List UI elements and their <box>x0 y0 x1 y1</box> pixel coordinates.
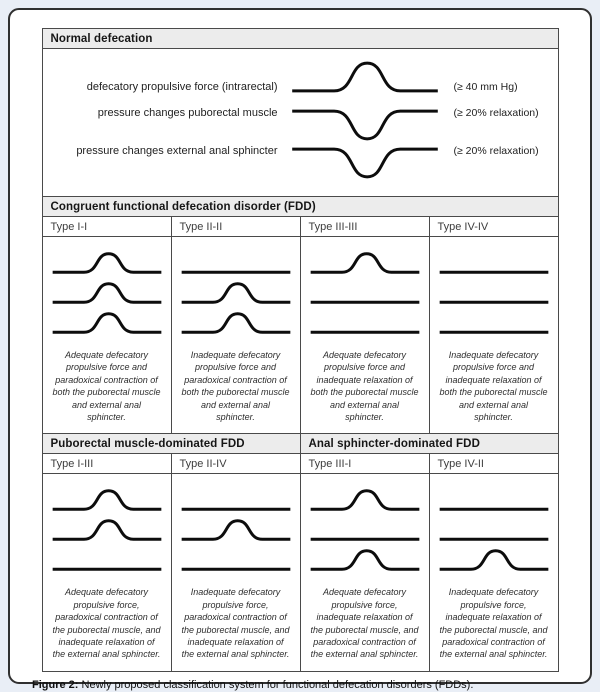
waveform-flat <box>51 548 163 572</box>
waveform-flat <box>438 488 550 512</box>
row-annotation: (≥ 20% relaxation) <box>453 145 539 157</box>
waveform-dip <box>290 107 440 143</box>
waveform-bump <box>51 251 163 275</box>
type-label: Type IV-II <box>430 454 558 474</box>
section-header-congruent: Congruent functional defecation disorder (FDD) <box>43 197 558 217</box>
section-header-normal: Normal defecation <box>43 29 558 49</box>
waveform-bump <box>180 281 292 305</box>
waveform-bump <box>290 59 440 95</box>
type-label: Type II-II <box>172 217 300 237</box>
row-label: defecatory propulsive force (intrarectal) <box>86 81 278 93</box>
figure-caption-label: Figure 2: <box>32 678 79 691</box>
waveform-bump <box>309 251 421 275</box>
normal-row-puborectal-muscle <box>43 107 558 143</box>
type-cell-I-I <box>43 217 172 433</box>
section-anal-sphincter-dominated-fdd <box>300 433 559 671</box>
type-description: Adequate defecatory propulsive force and inadequate relaxation of both the puborectal muscle and external anal sphincter. <box>310 350 419 423</box>
waveform-area <box>430 237 558 341</box>
waveform-area <box>301 237 429 341</box>
waveform-flat <box>309 281 421 305</box>
row-annotation: (≥ 20% relaxation) <box>453 107 539 119</box>
type-description: Inadequate defecatory propulsive force and inadequate relaxation of both the puborectal muscle and external anal sphincter. <box>439 350 548 423</box>
waveform-area <box>290 145 440 181</box>
section-congruent-fdd <box>42 196 559 434</box>
normal-section-body <box>43 49 558 196</box>
waveform-flat <box>438 518 550 542</box>
waveform-area <box>43 474 171 578</box>
anal-sphincter-type-grid <box>301 454 558 670</box>
type-cell-III-I <box>301 454 430 670</box>
normal-row-external-anal-sphincter <box>43 145 558 181</box>
waveform-bump <box>51 518 163 542</box>
classification-table <box>42 28 559 672</box>
waveform-flat <box>309 518 421 542</box>
waveform-bump <box>51 281 163 305</box>
type-label: Type III-I <box>301 454 429 474</box>
type-label: Type III-III <box>301 217 429 237</box>
type-description: Adequate defecatory propulsive force, inadequate relaxation of the puborectal muscle, and paradoxical contraction of the external anal sphincter. <box>310 587 419 660</box>
waveform-flat <box>180 488 292 512</box>
type-label: Type I-III <box>43 454 171 474</box>
waveform-area <box>301 474 429 578</box>
waveform-flat <box>180 548 292 572</box>
row-label: pressure changes external anal sphincter <box>76 145 278 157</box>
waveform-flat <box>309 311 421 335</box>
waveform-area <box>43 237 171 341</box>
type-description: Adequate defecatory propulsive force, paradoxical contraction of the puborectal muscle, and inadequate relaxation of the external anal sphincter. <box>52 587 161 660</box>
type-label: Type I-I <box>43 217 171 237</box>
waveform-area <box>290 59 440 95</box>
type-cell-II-IV <box>172 454 300 670</box>
type-description: Inadequate defecatory propulsive force and paradoxical contraction of both the puborectal muscle and external anal sphincter. <box>181 350 290 423</box>
row-label: pressure changes puborectal muscle <box>97 107 278 119</box>
figure-panel <box>8 8 592 691</box>
waveform-bump <box>438 548 550 572</box>
waveform-flat <box>438 251 550 275</box>
type-cell-I-III <box>43 454 172 670</box>
section-header-puborectal: Puborectal muscle-dominated FDD <box>43 434 300 454</box>
waveform-area <box>172 474 300 578</box>
figure-caption <box>30 679 570 691</box>
type-label: Type IV-IV <box>430 217 558 237</box>
normal-row-propulsive-force <box>43 59 558 95</box>
waveform-flat <box>180 251 292 275</box>
congruent-type-grid <box>43 217 558 433</box>
waveform-bump <box>309 488 421 512</box>
type-cell-IV-IV <box>430 217 558 433</box>
type-description: Adequate defecatory propulsive force and paradoxical contraction of both the puborectal muscle and external anal sphincter. <box>52 350 161 423</box>
type-cell-IV-II <box>430 454 558 670</box>
waveform-area <box>430 474 558 578</box>
bottom-sections <box>42 433 559 671</box>
type-label: Type II-IV <box>172 454 300 474</box>
waveform-area <box>290 107 440 143</box>
waveform-area <box>172 237 300 341</box>
section-puborectal-dominated-fdd <box>42 433 301 671</box>
figure-caption-text: Newly proposed classification system for functional defecation disorders (FDDs). <box>81 678 474 691</box>
type-cell-III-III <box>301 217 430 433</box>
waveform-flat <box>438 311 550 335</box>
row-annotation: (≥ 40 mm Hg) <box>453 81 518 93</box>
waveform-bump <box>51 488 163 512</box>
puborectal-type-grid <box>43 454 300 670</box>
waveform-bump <box>180 311 292 335</box>
section-header-anal-sphincter: Anal sphincter-dominated FDD <box>301 434 558 454</box>
waveform-dip <box>290 145 440 181</box>
type-cell-II-II <box>172 217 301 433</box>
waveform-bump <box>309 548 421 572</box>
section-normal-defecation <box>42 28 559 197</box>
type-description: Inadequate defecatory propulsive force, paradoxical contraction of the puborectal muscle, and inadequate relaxation of the external anal sphincter. <box>181 587 290 660</box>
waveform-bump <box>51 311 163 335</box>
waveform-flat <box>438 281 550 305</box>
waveform-bump <box>180 518 292 542</box>
type-description: Inadequate defecatory propulsive force, inadequate relaxation of the puborectal muscle, and paradoxical contraction of the external anal sphincter. <box>439 587 548 660</box>
